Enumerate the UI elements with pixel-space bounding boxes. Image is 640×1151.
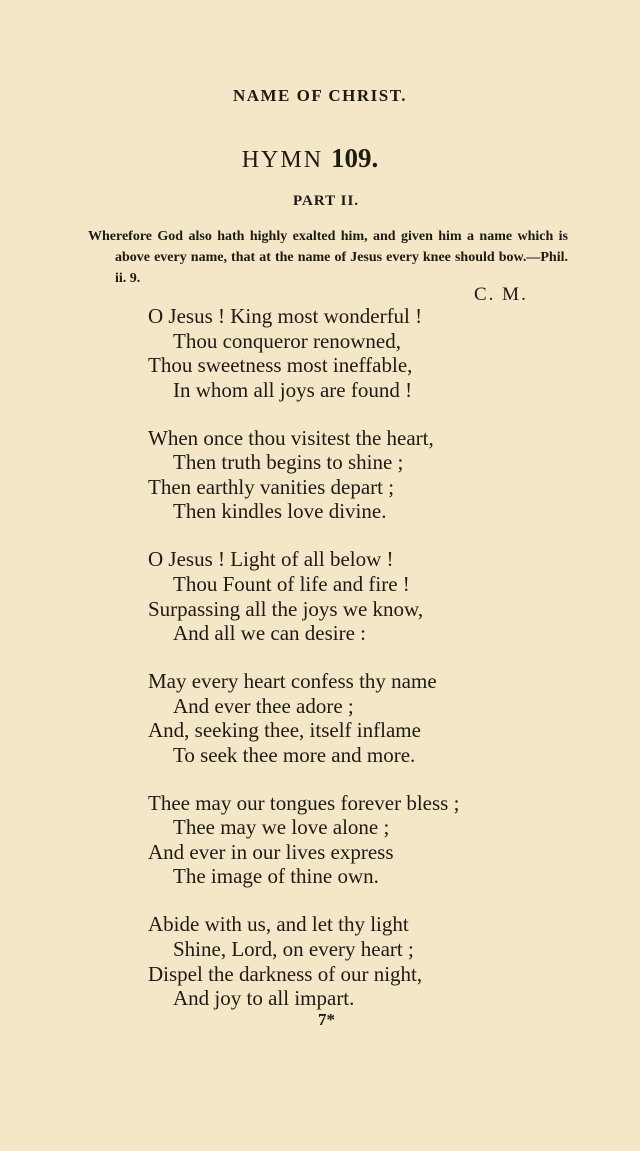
stanza-6: [148, 912, 568, 1010]
stanza-line: In whom all joys are found !: [173, 377, 413, 402]
page-number: 7*: [318, 1010, 335, 1029]
stanza-line: Then earthly vanities depart ;: [148, 474, 395, 499]
stanza-line: May every heart confess thy name: [148, 669, 437, 694]
hymn-title: [0, 143, 620, 174]
stanza-line: Thee may we love alone ;: [173, 815, 390, 840]
stanza-3: [148, 547, 568, 645]
scripture-epigraph: Wherefore God also hath highly exalted him, and given him a name which is above every name, that at the name of Jesus every knee should bow.—Phil. ii. 9.: [88, 229, 568, 286]
stanza-line: And, seeking thee, itself inflame: [148, 718, 421, 743]
stanza-5: [148, 791, 568, 889]
hymn-stanzas: [148, 304, 568, 1034]
hymn-label: HYMN: [241, 147, 332, 173]
stanza-line: Thee may our tongues forever bless ;: [148, 790, 460, 815]
part-heading: PART II.: [292, 193, 360, 209]
stanza-line: The image of thine own.: [173, 864, 379, 889]
stanza-line: And all we can desire :: [173, 621, 367, 646]
stanza-2: [148, 426, 568, 524]
meter-label: C. M.: [474, 284, 528, 305]
hymn-number: 109.: [331, 143, 379, 173]
running-head: NAME OF CHRIST.: [232, 86, 408, 105]
stanza-line: And joy to all impart.: [173, 986, 355, 1011]
stanza-line: Abide with us, and let thy light: [148, 912, 409, 937]
stanza-1: [148, 304, 568, 402]
stanza-line: And ever in our lives express: [148, 839, 394, 864]
stanza-line: When once thou visitest the heart,: [148, 425, 434, 450]
stanza-line: Thou sweetness most ineffable,: [148, 353, 413, 378]
stanza-line: O Jesus ! King most wonderful !: [148, 304, 423, 328]
stanza-line: Thou Fount of life and fire !: [173, 571, 410, 596]
stanza-line: To seek thee more and more.: [173, 742, 416, 767]
stanza-line: Thou conqueror renowned,: [173, 328, 402, 353]
stanza-4: [148, 669, 568, 767]
stanza-line: Then kindles love divine.: [173, 499, 387, 524]
stanza-line: Surpassing all the joys we know,: [148, 596, 424, 621]
stanza-line: Then truth begins to shine ;: [173, 450, 404, 475]
stanza-line: Dispel the darkness of our night,: [148, 961, 423, 986]
stanza-line: Shine, Lord, on every heart ;: [173, 936, 414, 961]
stanza-line: And ever thee adore ;: [173, 693, 354, 718]
stanza-line: O Jesus ! Light of all below !: [148, 547, 394, 572]
